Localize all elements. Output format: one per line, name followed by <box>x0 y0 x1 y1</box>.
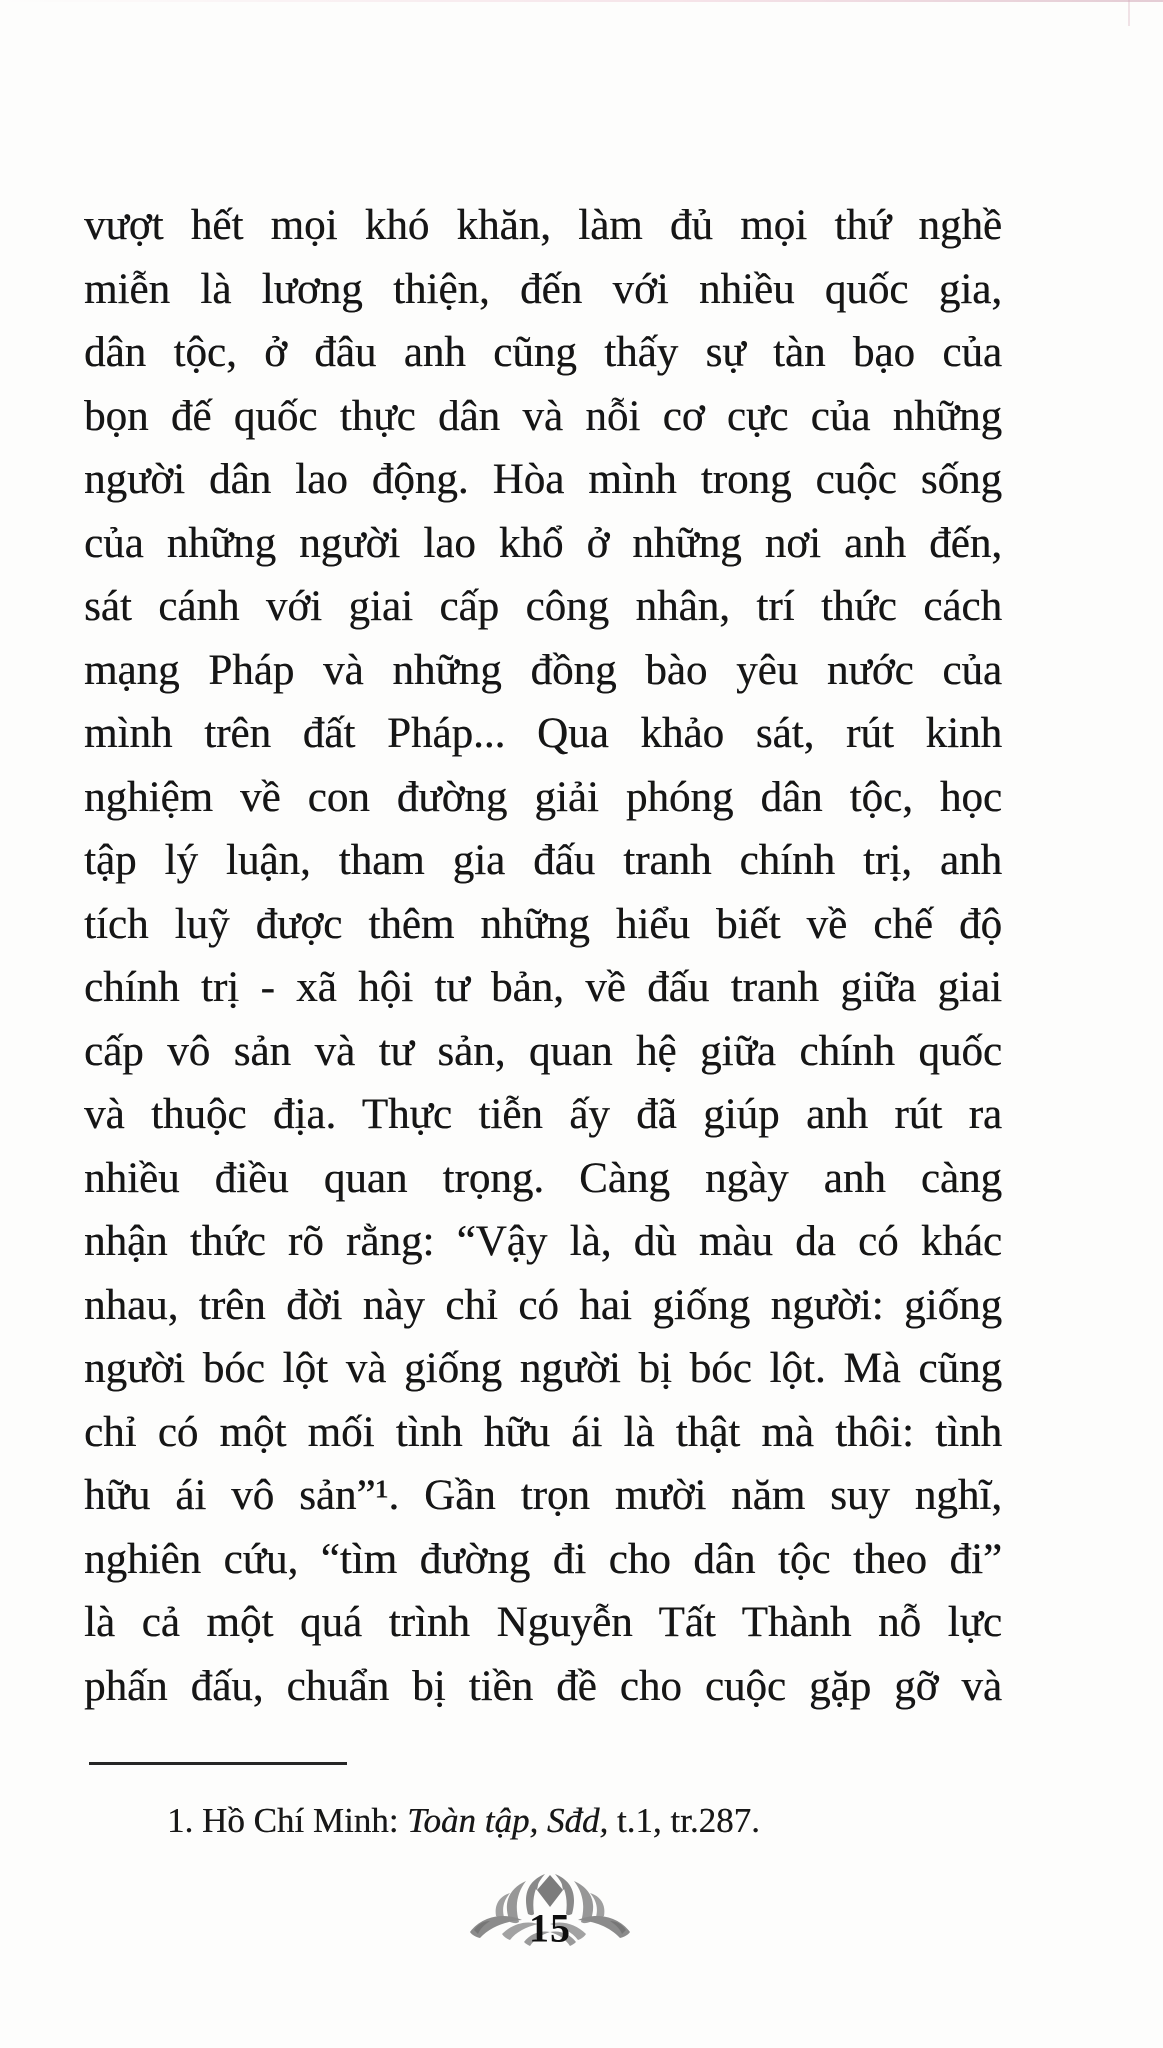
body-line: phấn đấu, chuẩn bị tiền đề cho cuộc gặp gỡ và <box>84 1662 1002 1710</box>
body-line: mình trên đất Pháp... Qua khảo sát, rút kinh <box>84 710 1002 757</box>
body-line: vượt hết mọi khó khăn, làm đủ mọi thứ nghề <box>84 202 1002 249</box>
page-number-ornament <box>468 1872 632 1960</box>
body-line: nghiên cứu, “tìm đường đi cho dân tộc theo đi” <box>84 1535 1002 1583</box>
footnote <box>167 1798 1067 1844</box>
body-line: tập lý luận, tham gia đấu tranh chính trị, anh <box>84 837 1002 884</box>
body-line: cấp vô sản và tư sản, quan hệ giữa chính quốc <box>84 1027 1002 1075</box>
body-line: của những người lao khổ ở những nơi anh đến, <box>84 519 1002 567</box>
body-text <box>84 194 1002 1718</box>
footnote-citation-prefix: 1. Hồ Chí Minh: <box>167 1801 408 1840</box>
body-line: chính trị - xã hội tư bản, về đấu tranh giữa giai <box>84 964 1002 1011</box>
body-line: mạng Pháp và những đồng bào yêu nước của <box>84 646 1002 694</box>
body-line: chỉ có một mối tình hữu ái là thật mà thôi: tình <box>84 1408 1002 1456</box>
body-line: nhận thức rõ rằng: “Vậy là, dù màu da có khác <box>84 1218 1002 1265</box>
body-line: miễn là lương thiện, đến với nhiều quốc gia, <box>84 265 1002 313</box>
body-line: người dân lao động. Hòa mình trong cuộc sống <box>84 456 1002 503</box>
page-number: 15 <box>529 1905 571 1951</box>
body-line: nhiều điều quan trọng. Càng ngày anh càng <box>84 1154 1002 1202</box>
body-line: tích luỹ được thêm những hiểu biết về chế độ <box>84 900 1002 948</box>
body-line: dân tộc, ở đâu anh cũng thấy sự tàn bạo của <box>84 329 1002 376</box>
body-line: bọn đế quốc thực dân và nỗi cơ cực của những <box>84 392 1002 440</box>
footnote-citation-suffix: t.1, tr.287. <box>608 1801 760 1840</box>
body-line: hữu ái vô sản”¹. Gần trọn mười năm suy nghĩ, <box>84 1472 1002 1519</box>
footnote-citation-italic: Toàn tập, Sđd, <box>407 1801 609 1840</box>
body-line: và thuộc địa. Thực tiễn ấy đã giúp anh rút ra <box>84 1091 1002 1138</box>
body-line: sát cánh với giai cấp công nhân, trí thức cách <box>84 583 1002 630</box>
body-line: là cả một quá trình Nguyễn Tất Thành nỗ lực <box>84 1599 1002 1646</box>
scan-edge-artifact-top <box>0 0 1163 2</box>
scan-edge-artifact-corner <box>1128 0 1130 26</box>
footnote-separator <box>89 1762 347 1765</box>
body-line: nhau, trên đời này chỉ có hai giống người: giống <box>84 1281 1002 1329</box>
body-line: nghiệm về con đường giải phóng dân tộc, học <box>84 773 1002 821</box>
body-line: người bóc lột và giống người bị bóc lột. Mà cũng <box>84 1345 1002 1392</box>
